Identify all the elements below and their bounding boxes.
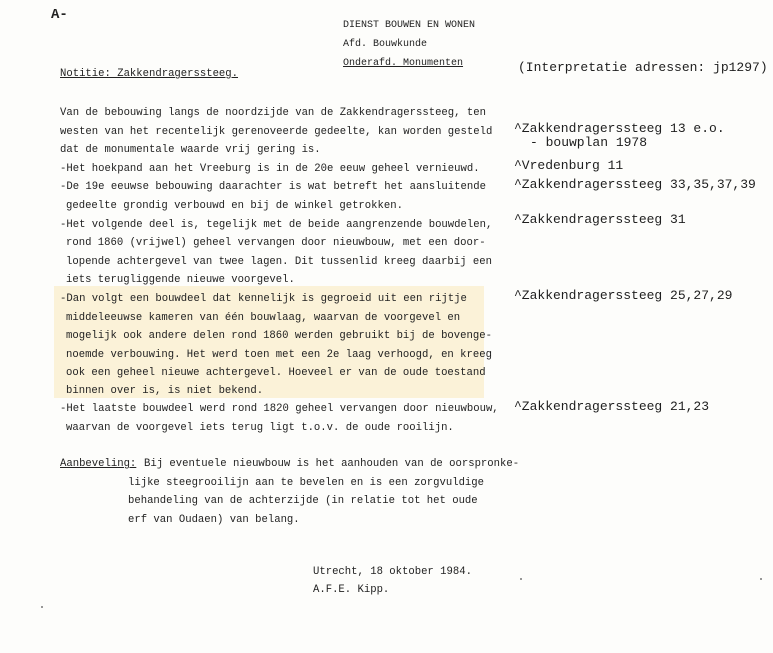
address-annotation: ^Vredenburg 11: [514, 158, 624, 173]
body-line: lopende achtergevel van twee lagen. Dit tussenlid kreeg daarbij een: [66, 256, 492, 268]
body-line: -Het volgende deel is, tegelijk met de beide aangrenzende bouwdelen,: [60, 219, 493, 231]
body-line: iets terugliggende nieuwe voorgevel.: [66, 274, 295, 286]
body-line: -De 19e eeuwse bebouwing daarachter is wat betreft het aansluitende: [60, 181, 486, 193]
body-line: westen van het recentelijk gerenoveerde gedeelte, kan worden gesteld: [60, 126, 493, 138]
body-line: -Het laatste bouwdeel werd rond 1820 geheel vervangen door nieuwbouw,: [60, 403, 499, 415]
note-title: Notitie: Zakkendragerssteeg.: [60, 68, 239, 80]
signature-name: A.F.E. Kipp.: [313, 584, 390, 596]
body-line: rond 1860 (vrijwel) geheel vervangen door nieuwbouw, met een door-: [66, 237, 486, 249]
scan-speck: [760, 578, 762, 580]
address-annotation: ^Zakkendragerssteeg 13 e.o.: [514, 121, 725, 136]
scan-speck: [520, 578, 522, 580]
body-line: Van de bebouwing langs de noordzijde van de Zakkendragerssteeg, ten: [60, 107, 486, 119]
address-annotation: ^Zakkendragerssteeg 25,27,29: [514, 288, 733, 303]
corner-mark: A-: [51, 7, 68, 23]
body-line: noemde verbouwing. Het werd toen met een 2e laag verhoogd, en kreeg: [66, 349, 492, 361]
body-line: gedeelte grondig verbouwd en bij de winkel getrokken.: [66, 200, 403, 212]
body-line: mogelijk ook andere delen rond 1860 werden gebruikt bij de bovenge-: [66, 330, 492, 342]
recommendation-line: behandeling van de achterzijde (in relatie tot het oude: [128, 495, 478, 507]
body-line: -Dan volgt een bouwdeel dat kennelijk is gegroeid uit een rijtje: [60, 293, 467, 305]
body-line: dat de monumentale waarde vrij gering is.: [60, 144, 321, 156]
address-annotation: - bouwplan 1978: [530, 135, 648, 150]
address-annotation: ^Zakkendragerssteeg 21,23: [514, 399, 710, 414]
signature-place-date: Utrecht, 18 oktober 1984.: [313, 566, 472, 578]
recommendation-line: erf van Oudaen) van belang.: [128, 514, 300, 526]
recommendation-line: Bij eventuele nieuwbouw is het aanhouden van de oorspronke-: [144, 458, 520, 470]
body-line: -Het hoekpand aan het Vreeburg is in de 20e eeuw geheel vernieuwd.: [60, 163, 480, 175]
header-subdept: Onderafd. Monumenten: [343, 58, 464, 69]
recommendation-line: lijke steegrooilijn aan te bevelen en is een zorgvuldige: [128, 477, 485, 489]
body-line: waarvan de voorgevel iets terug ligt t.o.v. de oude rooilijn.: [66, 422, 454, 434]
body-line: ook een geheel nieuwe achtergevel. Hoeveel er van de oude toestand: [66, 367, 486, 379]
recommendation-label: Aanbeveling:: [60, 458, 137, 470]
header-dept: Afd. Bouwkunde: [343, 39, 428, 50]
interpretation-note: (Interpretatie adressen: jp1297): [518, 60, 768, 75]
address-annotation: ^Zakkendragerssteeg 33,35,37,39: [514, 177, 756, 192]
address-annotation: ^Zakkendragerssteeg 31: [514, 212, 686, 227]
header-org: DIENST BOUWEN EN WONEN: [343, 20, 476, 31]
scan-speck: [41, 606, 43, 608]
body-line: middeleeuwse kameren van één bouwlaag, waarvan de voorgevel en: [66, 312, 461, 324]
body-line: binnen over is, is niet bekend.: [66, 385, 264, 397]
